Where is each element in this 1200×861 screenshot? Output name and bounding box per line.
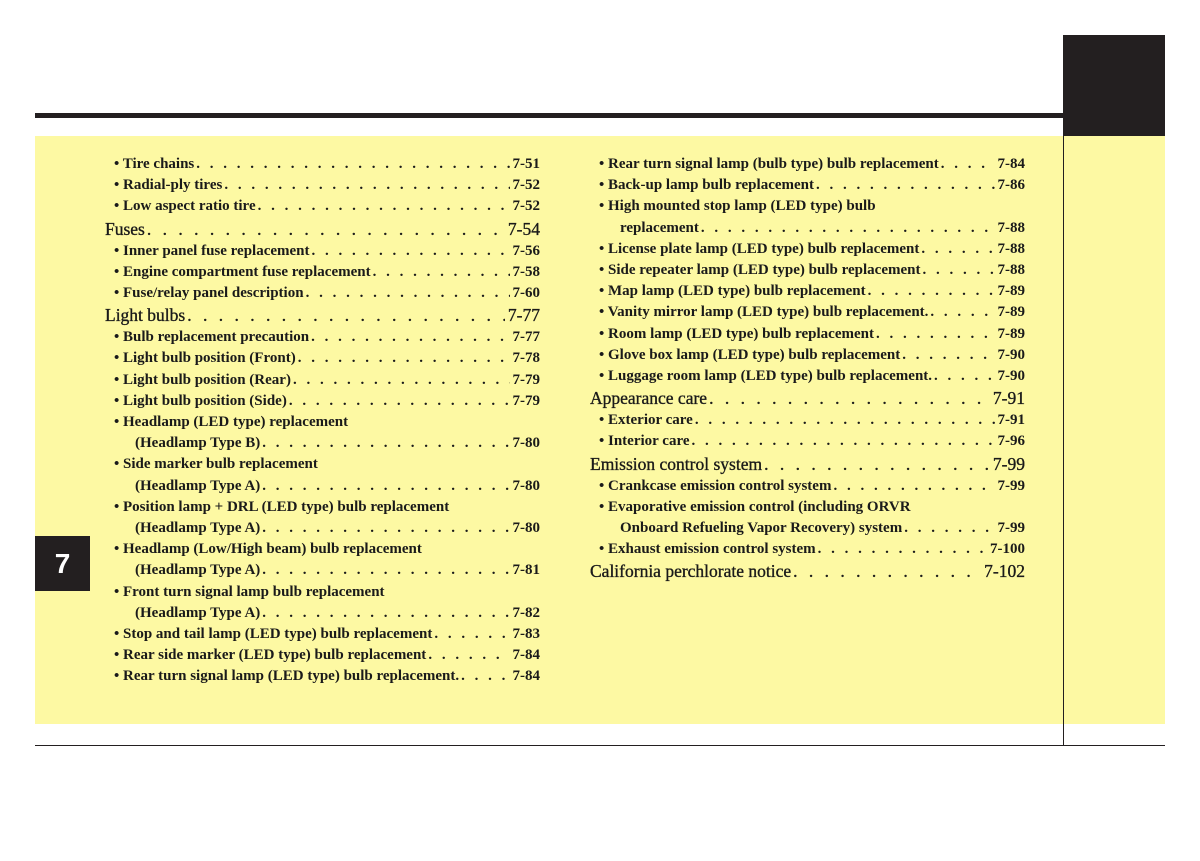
toc-entry[interactable] — [105, 645, 540, 666]
toc-entry-page: 7-99 — [997, 520, 1025, 537]
toc-entry-heading-line: • High mounted stop lamp (LED type) bulb — [599, 198, 876, 215]
toc-entry-label: • Engine compartment fuse replacement — [114, 263, 371, 280]
toc-entry-label: (Headlamp Type A) — [135, 562, 261, 579]
toc-entry[interactable] — [590, 239, 1025, 260]
corner-tab-block — [1063, 35, 1165, 136]
dot-leader — [904, 518, 994, 539]
toc-entry-page: 7-56 — [512, 242, 540, 259]
dot-leader — [876, 324, 995, 345]
toc-entry-page: 7-84 — [997, 156, 1025, 172]
toc-entry[interactable] — [105, 348, 540, 369]
toc-entry-page: 7-99 — [992, 453, 1025, 474]
toc-entry-label: Onboard Refueling Vapor Recovery) system — [620, 520, 903, 537]
dot-leader — [695, 410, 995, 431]
toc-entry-page: 7-77 — [512, 329, 540, 346]
toc-column-left — [105, 154, 540, 688]
toc-entry[interactable] — [590, 218, 1025, 239]
toc-entry-label: • Vanity mirror lamp (LED type) bulb replacement. — [599, 304, 929, 321]
toc-section-entry[interactable] — [105, 304, 540, 327]
toc-section-entry[interactable] — [105, 218, 540, 241]
toc-entry-heading-line: • Evaporative emission control (including ORVR — [599, 498, 911, 515]
toc-entry-page: 7-91 — [997, 412, 1025, 429]
dot-leader — [833, 476, 994, 497]
dot-leader — [922, 260, 994, 281]
toc-entry-label: • Radial-ply tires — [114, 177, 223, 194]
toc-entry-page: 7-90 — [997, 368, 1025, 385]
toc-entry-label: • Side repeater lamp (LED type) bulb replacement — [599, 262, 921, 279]
toc-entry-page: 7-77 — [507, 305, 540, 326]
toc-entry-page: 7-78 — [512, 350, 540, 367]
toc-entry[interactable] — [105, 603, 540, 624]
toc-entry[interactable] — [590, 518, 1025, 539]
toc-entry-page: 7-90 — [997, 346, 1025, 363]
dot-leader — [293, 370, 510, 391]
toc-entry-label: (Headlamp Type A) — [135, 520, 261, 537]
toc-entry[interactable] — [105, 196, 540, 217]
toc-entry-label: • Map lamp (LED type) bulb replacement — [599, 283, 866, 300]
toc-entry[interactable] — [590, 431, 1025, 452]
toc-entry-label: • Inner panel fuse replacement — [114, 242, 310, 259]
toc-entry[interactable] — [105, 262, 540, 283]
dot-leader — [373, 262, 510, 283]
toc-entry[interactable] — [590, 476, 1025, 497]
dot-leader — [312, 241, 510, 262]
toc-entry-label: • Light bulb position (Front) — [114, 350, 296, 367]
toc-entry-page: 7-100 — [990, 541, 1025, 558]
toc-entry-label: • Back-up lamp bulb replacement — [599, 177, 814, 194]
toc-entry-label: • Tire chains — [114, 156, 195, 172]
dot-leader — [289, 391, 510, 412]
toc-entry[interactable] — [105, 241, 540, 262]
toc-entry[interactable] — [590, 366, 1025, 387]
toc-entry[interactable] — [105, 560, 540, 581]
toc-entry[interactable] — [105, 154, 540, 175]
toc-entry-page: 7-84 — [512, 647, 540, 664]
toc-entry-page: 7-52 — [512, 177, 540, 194]
toc-section-entry[interactable] — [590, 387, 1025, 410]
dot-leader — [461, 666, 509, 687]
toc-entry[interactable] — [105, 370, 540, 391]
dot-leader — [921, 239, 994, 260]
toc-entry-heading-line: • Headlamp (LED type) replacement — [114, 414, 349, 431]
dot-leader — [262, 518, 509, 539]
toc-entry-page: 7-51 — [512, 156, 540, 172]
toc-entry-page: 7-88 — [997, 240, 1025, 257]
toc-entry[interactable] — [590, 175, 1025, 196]
toc-column-right — [590, 154, 1025, 583]
toc-entry[interactable] — [105, 327, 540, 348]
dot-leader — [709, 387, 990, 410]
toc-entry-page: 7-96 — [997, 433, 1025, 450]
toc-entry-label: • License plate lamp (LED type) bulb replacement — [599, 240, 920, 257]
toc-entry-page: 7-86 — [997, 177, 1025, 194]
toc-entry-label: California perchlorate notice — [590, 561, 792, 582]
toc-entry-page: 7-80 — [512, 477, 540, 494]
toc-entry-heading-line: • Side marker bulb replacement — [114, 456, 318, 473]
dot-leader — [428, 645, 509, 666]
dot-leader — [793, 560, 981, 583]
dot-leader — [930, 302, 994, 323]
toc-entry-heading-line: • Headlamp (Low/High beam) bulb replacement — [114, 541, 422, 558]
toc-entry-page: 7-89 — [997, 325, 1025, 342]
toc-entry[interactable] — [590, 539, 1025, 560]
dot-leader — [196, 154, 509, 175]
toc-entry-label: • Room lamp (LED type) bulb replacement — [599, 325, 874, 342]
toc-entry-page: 7-83 — [512, 626, 540, 643]
dot-leader — [818, 539, 987, 560]
toc-entry[interactable] — [105, 391, 540, 412]
toc-entry[interactable] — [590, 410, 1025, 431]
dot-leader — [298, 348, 510, 369]
toc-entry-page: 7-80 — [512, 520, 540, 537]
toc-entry-page: 7-88 — [997, 219, 1025, 236]
toc-entry[interactable] — [105, 175, 540, 196]
dot-leader — [224, 175, 509, 196]
toc-entry-label: • Stop and tail lamp (LED type) bulb replacement — [114, 626, 433, 643]
toc-entry-label: • Crankcase emission control system — [599, 477, 832, 494]
toc-entry-label: (Headlamp Type A) — [135, 477, 261, 494]
toc-entry-page: 7-60 — [512, 285, 540, 302]
chapter-number-tab — [35, 536, 90, 591]
toc-entry-page: 7-58 — [512, 263, 540, 280]
toc-entry[interactable] — [105, 283, 540, 304]
toc-entry-label: • Interior care — [599, 433, 690, 450]
dot-leader — [262, 476, 509, 497]
toc-entry[interactable] — [590, 345, 1025, 366]
toc-entry-page: 7-89 — [997, 304, 1025, 321]
toc-entry-page: 7-91 — [992, 388, 1025, 409]
dot-leader — [147, 218, 505, 241]
toc-entry-page: 7-89 — [997, 283, 1025, 300]
toc-entry-page: 7-79 — [512, 392, 540, 409]
toc-entry-label: • Low aspect ratio tire — [114, 198, 256, 215]
toc-entry-label: • Exterior care — [599, 412, 693, 429]
toc-entry-page: 7-84 — [512, 668, 540, 685]
toc-section-entry[interactable] — [590, 560, 1025, 583]
dot-leader — [701, 218, 995, 239]
dot-leader — [187, 304, 505, 327]
toc-entry-label: (Headlamp Type A) — [135, 604, 261, 621]
dot-leader — [816, 175, 995, 196]
toc-entry-label: Light bulbs — [105, 305, 186, 326]
dot-leader — [262, 560, 509, 581]
dot-leader — [262, 433, 509, 454]
toc-entry-page: 7-80 — [512, 435, 540, 452]
dot-leader — [258, 196, 510, 217]
toc-entry[interactable] — [590, 260, 1025, 281]
toc-entry-page: 7-102 — [984, 561, 1025, 582]
toc-entry-label: • Glove box lamp (LED type) bulb replacement — [599, 346, 901, 363]
toc-entry-label: • Rear turn signal lamp (bulb type) bulb replacement — [599, 156, 939, 172]
dot-leader — [311, 327, 509, 348]
toc-entry-label: Fuses — [105, 218, 145, 239]
dot-leader — [692, 431, 995, 452]
margin-rule — [1063, 136, 1064, 745]
toc-entry[interactable] — [590, 281, 1025, 302]
toc-entry[interactable] — [105, 624, 540, 645]
dot-leader — [941, 154, 995, 175]
toc-entry-label: • Rear turn signal lamp (LED type) bulb replacement. — [114, 668, 460, 685]
toc-entry[interactable] — [105, 666, 540, 687]
toc-entry-label: • Rear side marker (LED type) bulb replacement — [114, 647, 427, 664]
toc-entry-label: • Exhaust emission control system — [599, 541, 816, 558]
toc-entry[interactable] — [105, 476, 540, 497]
toc-entry-label: • Light bulb position (Rear) — [114, 371, 291, 388]
header-rule — [35, 113, 1063, 118]
toc-entry[interactable] — [105, 433, 540, 454]
toc-entry-heading-line: • Position lamp + DRL (LED type) bulb replacement — [114, 498, 450, 515]
toc-entry-label: Emission control system — [590, 453, 763, 474]
toc-entry-heading-line: • Front turn signal lamp bulb replacement — [114, 583, 385, 600]
toc-entry-label: replacement — [620, 219, 699, 236]
toc-entry[interactable] — [590, 154, 1025, 175]
dot-leader — [306, 283, 510, 304]
toc-entry-page: 7-82 — [512, 604, 540, 621]
chapter-number: 7 — [54, 547, 71, 579]
dot-leader — [434, 624, 509, 645]
dot-leader — [764, 453, 990, 476]
toc-entry-page: 7-54 — [507, 218, 540, 239]
dot-leader — [868, 281, 995, 302]
toc-entry-page: 7-79 — [512, 371, 540, 388]
toc-entry-page: 7-81 — [512, 562, 540, 579]
toc-entry-label: • Fuse/relay panel description — [114, 285, 304, 302]
toc-entry-page: 7-52 — [512, 198, 540, 215]
dot-leader — [902, 345, 994, 366]
toc-entry-label: Appearance care — [590, 388, 708, 409]
toc-entry-page: 7-99 — [997, 477, 1025, 494]
dot-leader — [262, 603, 509, 624]
toc-entry-label: (Headlamp Type B) — [135, 435, 261, 452]
toc-entry-label: • Light bulb position (Side) — [114, 392, 287, 409]
toc-entry[interactable] — [590, 302, 1025, 323]
dot-leader — [934, 366, 994, 387]
toc-entry[interactable] — [105, 518, 540, 539]
toc-entry-label: • Luggage room lamp (LED type) bulb replacement. — [599, 368, 933, 385]
footer-rule — [35, 745, 1165, 746]
toc-entry[interactable] — [590, 324, 1025, 345]
toc-section-entry[interactable] — [590, 453, 1025, 476]
toc-entry-label: • Bulb replacement precaution — [114, 329, 310, 346]
toc-entry-page: 7-88 — [997, 262, 1025, 279]
